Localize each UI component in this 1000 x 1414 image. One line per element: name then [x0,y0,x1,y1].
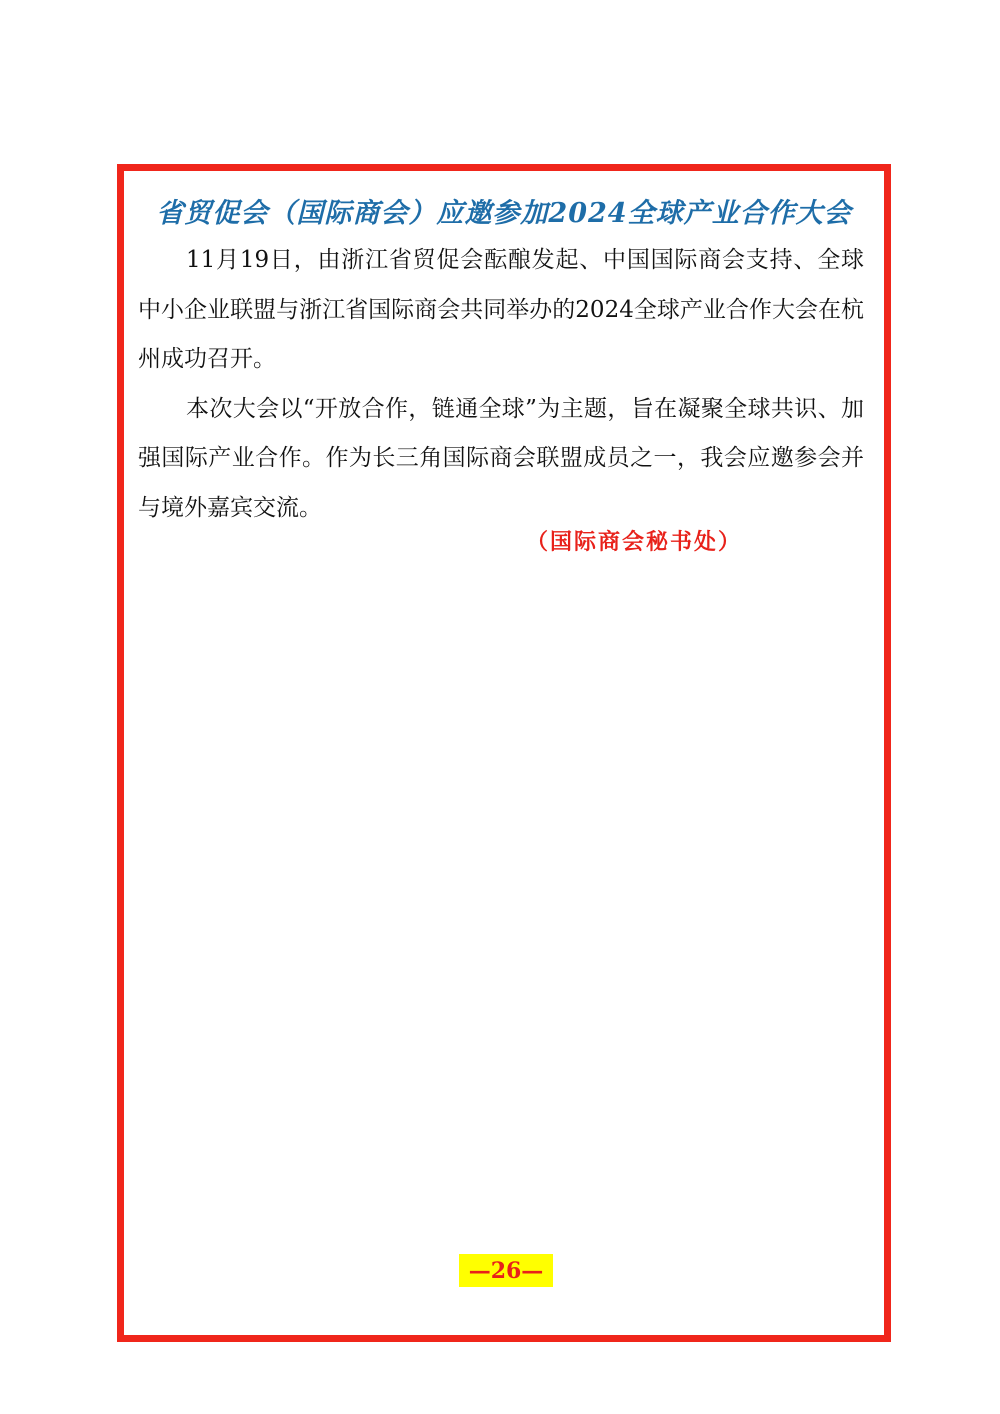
paragraph-2: 本次大会以“开放合作，链通全球”为主题，旨在凝聚全球共识、加强国际产业合作。作为长三角国际商会联盟成员之一，我会应邀参会并与境外嘉宾交流。 [138,395,864,521]
article-title: 省贸促会（国际商会）应邀参加2024全球产业合作大会 [156,198,852,229]
signature: （国际商会秘书处） [526,530,743,555]
paragraph-1: 11月19日，由浙江省贸促会酝酿发起、中国国际商会支持、全球中小企业联盟与浙江省国际商会共同举办的2024全球产业合作大会在杭州成功召开。 [138,247,864,372]
page-number: —26— [459,1254,553,1287]
article-body [138,236,864,533]
page-frame [117,164,891,1342]
